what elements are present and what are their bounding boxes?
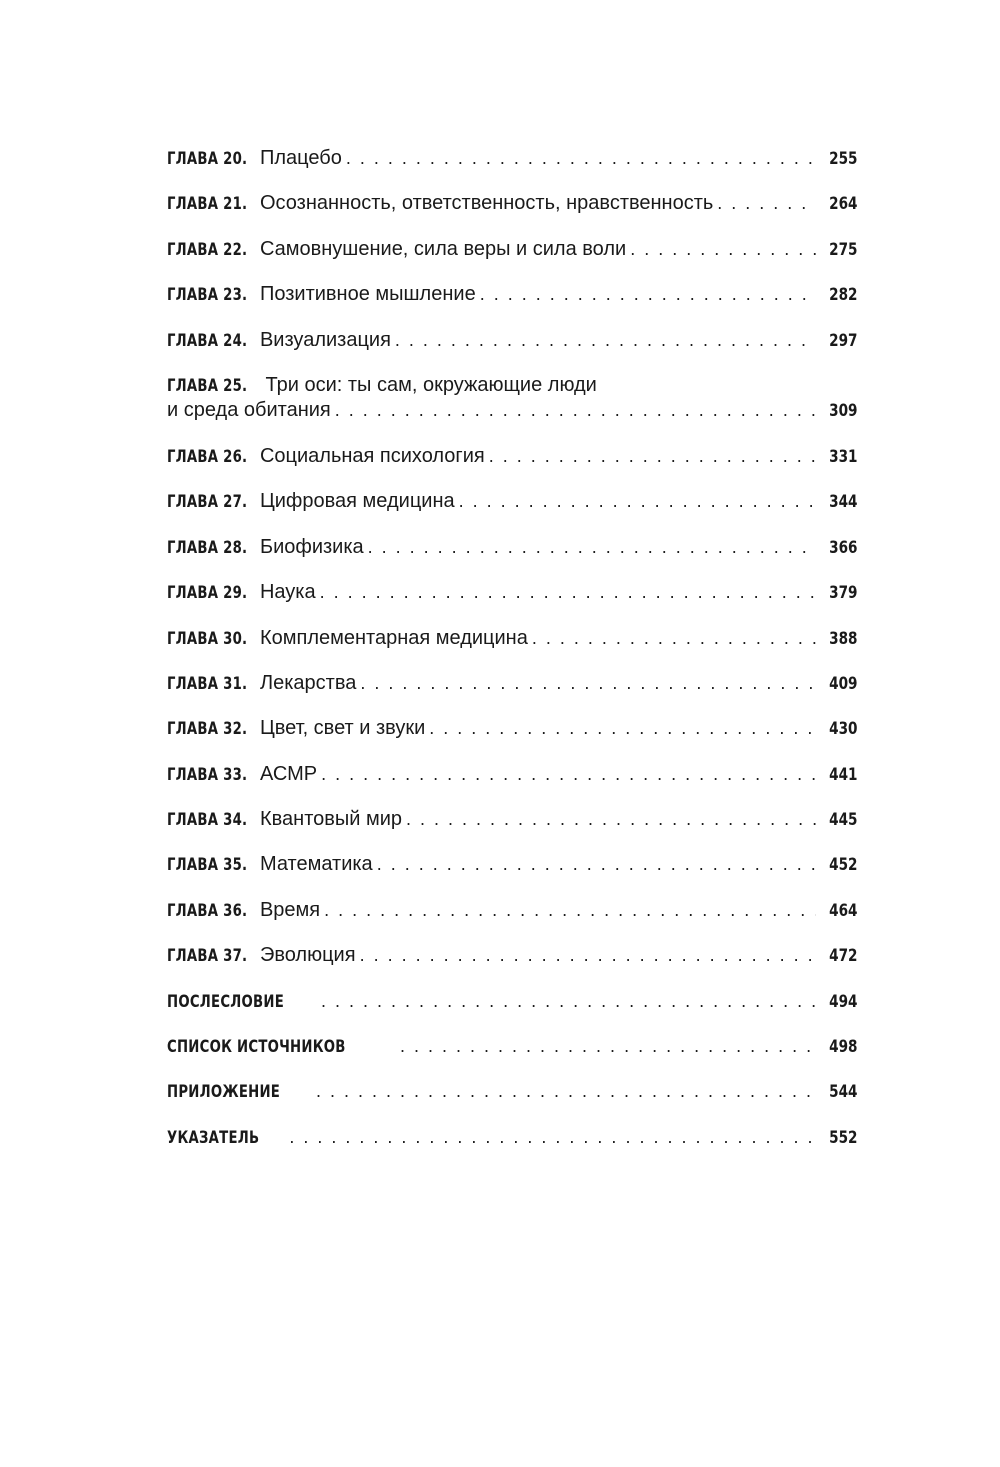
dot-leader (532, 626, 816, 650)
toc-entry-chapter-20[interactable] (167, 146, 857, 191)
dot-leader (717, 191, 815, 215)
chapter-label: ГЛАВА 23. (167, 285, 248, 306)
page-number: 264 (828, 194, 857, 215)
toc-entry-chapter-30[interactable] (167, 626, 857, 671)
toc-entry-chapter-26[interactable] (167, 444, 857, 489)
page-number: 494 (828, 991, 857, 1012)
toc-entry-chapter-24[interactable] (167, 328, 857, 373)
page-number: 344 (828, 492, 857, 513)
chapter-label: ГЛАВА 26. (167, 446, 248, 467)
dot-leader (429, 716, 815, 740)
chapter-label: ГЛАВА 36. (167, 900, 248, 921)
page-number: 544 (828, 1082, 857, 1103)
chapter-title: Квантовый мир (259, 808, 403, 831)
toc-entry-chapter-34[interactable] (167, 807, 857, 852)
dot-leader (360, 671, 815, 695)
toc-entry-chapter-36[interactable] (167, 898, 857, 943)
dot-leader (368, 535, 816, 559)
dot-leader (395, 328, 816, 352)
chapter-title: Самовнушение, сила веры и сила воли (259, 237, 627, 260)
toc-entry-chapter-28[interactable] (167, 535, 857, 580)
page-number: 498 (828, 1037, 857, 1058)
page-number: 282 (828, 285, 857, 306)
page-number: 430 (828, 719, 857, 740)
toc-entry-appendix[interactable] (167, 1079, 857, 1124)
chapter-title: Социальная психология (259, 444, 485, 467)
dot-leader (377, 852, 816, 876)
section-label: СПИСОК ИСТОЧНИКОВ (167, 1037, 346, 1058)
dot-leader (459, 489, 816, 513)
chapter-label: ГЛАВА 28. (167, 537, 248, 558)
chapter-title: Биофизика (259, 535, 364, 558)
page-number: 464 (828, 900, 857, 921)
chapter-title: Эволюция (259, 944, 356, 967)
chapter-label: ГЛАВА 29. (167, 583, 248, 604)
chapter-title: Цвет, свет и звуки (259, 717, 426, 740)
section-label: ПРИЛОЖЕНИЕ (167, 1082, 281, 1103)
chapter-label: ГЛАВА 31. (167, 673, 248, 694)
chapter-label: ГЛАВА 27. (167, 492, 248, 513)
chapter-title: Математика (259, 853, 373, 876)
dot-leader (335, 398, 816, 422)
toc-entry-references[interactable] (167, 1034, 857, 1079)
dot-leader (630, 237, 815, 261)
page-number: 309 (828, 400, 857, 421)
chapter-label: ГЛАВА 37. (167, 946, 248, 967)
dot-leader (321, 989, 815, 1013)
toc-entry-index[interactable] (167, 1125, 857, 1170)
dot-leader (320, 580, 816, 604)
toc-entry-afterword[interactable] (167, 989, 857, 1034)
page-number: 379 (828, 583, 857, 604)
entry-line-2 (167, 398, 857, 423)
chapter-title: Визуализация (259, 328, 391, 351)
toc-entry-chapter-27[interactable] (167, 489, 857, 534)
toc-entry-chapter-29[interactable] (167, 580, 857, 625)
chapter-label: ГЛАВА 20. (167, 149, 248, 169)
chapter-title-continued: и среда обитания (167, 398, 331, 421)
chapter-title: Комплементарная медицина (259, 626, 528, 649)
dot-leader (346, 146, 816, 170)
dot-leader (289, 1125, 815, 1149)
section-label: УКАЗАТЕЛЬ (167, 1127, 260, 1148)
toc-entry-chapter-25[interactable] (167, 373, 857, 423)
dot-leader (480, 282, 816, 306)
page-number: 275 (828, 239, 857, 260)
toc-entry-chapter-23[interactable] (167, 282, 857, 327)
dot-leader (400, 1034, 815, 1058)
chapter-label: ГЛАВА 35. (167, 855, 248, 876)
chapter-label: ГЛАВА 33. (167, 764, 248, 785)
page-number: 297 (828, 330, 857, 351)
chapter-label: ГЛАВА 22. (167, 239, 248, 260)
page-number: 331 (828, 446, 857, 467)
chapter-title: Три оси: ты сам, окружающие люди (265, 373, 597, 396)
chapter-title: Осознанность, ответственность, нравственность (259, 192, 714, 215)
toc-entry-chapter-33[interactable] (167, 762, 857, 807)
page-number: 441 (828, 764, 857, 785)
toc-entry-chapter-37[interactable] (167, 943, 857, 988)
chapter-title: Наука (259, 581, 316, 604)
chapter-label: ГЛАВА 30. (167, 628, 248, 649)
toc-entry-chapter-21[interactable] (167, 191, 857, 236)
dot-leader (360, 943, 816, 967)
chapter-label: ГЛАВА 32. (167, 719, 248, 740)
chapter-label: ГЛАВА 24. (167, 330, 248, 351)
toc-entry-chapter-35[interactable] (167, 852, 857, 897)
page-number: 388 (828, 628, 857, 649)
page-number: 366 (828, 537, 857, 558)
entry-line-1 (167, 373, 857, 398)
page-number: 409 (828, 673, 857, 694)
section-label: ПОСЛЕСЛОВИЕ (167, 991, 285, 1012)
toc-entry-chapter-22[interactable] (167, 237, 857, 282)
page-number: 452 (828, 855, 857, 876)
page-number: 445 (828, 810, 857, 831)
toc-entry-chapter-32[interactable] (167, 716, 857, 761)
chapter-title: Лекарства (259, 671, 357, 694)
table-of-contents (167, 146, 857, 1170)
chapter-title: Плацебо (259, 147, 342, 169)
chapter-title: АСМР (259, 762, 318, 785)
page-number: 472 (828, 946, 857, 967)
dot-leader (316, 1079, 816, 1103)
page-number: 552 (828, 1127, 857, 1148)
dot-leader (324, 898, 815, 922)
chapter-label: ГЛАВА 25. (167, 375, 248, 396)
dot-leader (321, 762, 815, 786)
dot-leader (489, 444, 816, 468)
dot-leader (406, 807, 815, 831)
chapter-label: ГЛАВА 21. (167, 194, 248, 215)
toc-entry-chapter-31[interactable] (167, 671, 857, 716)
page-number: 255 (828, 149, 857, 169)
chapter-label: ГЛАВА 34. (167, 810, 248, 831)
chapter-title: Позитивное мышление (259, 283, 476, 306)
chapter-title: Время (259, 898, 321, 921)
chapter-title: Цифровая медицина (259, 490, 455, 513)
